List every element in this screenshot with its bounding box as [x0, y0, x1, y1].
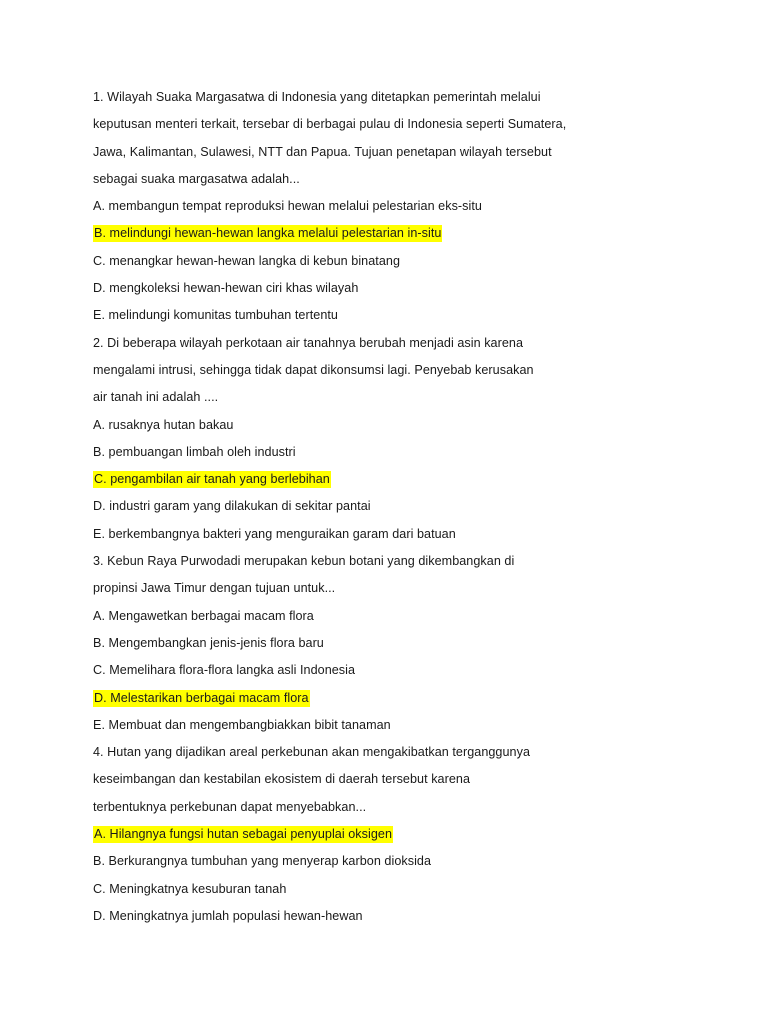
answer-option: [93, 876, 733, 903]
answer-option: [93, 248, 733, 275]
option-text: D. Meningkatnya jumlah populasi hewan-hewan: [93, 908, 363, 923]
answer-option: [93, 412, 733, 439]
question-stem-line: Jawa, Kalimantan, Sulawesi, NTT dan Papua. Tujuan penetapan wilayah tersebut: [93, 144, 552, 159]
option-text-highlighted: D. Melestarikan berbagai macam flora: [94, 690, 309, 705]
question-1: [93, 84, 733, 330]
answer-option: [93, 630, 733, 657]
option-text: E. berkembangnya bakteri yang menguraikan garam dari batuan: [93, 526, 456, 541]
question-3: [93, 548, 733, 739]
option-text: A. rusaknya hutan bakau: [93, 417, 234, 432]
document-page: [93, 84, 733, 930]
answer-option: [93, 521, 733, 548]
option-text: C. Meningkatnya kesuburan tanah: [93, 881, 287, 896]
question-stem-line: air tanah ini adalah ....: [93, 390, 219, 405]
option-text: D. mengkoleksi hewan-hewan ciri khas wilayah: [93, 281, 359, 296]
question-stem-line: 3. Kebun Raya Purwodadi merupakan kebun botani yang dikembangkan di: [93, 554, 515, 569]
option-text: C. Memelihara flora-flora langka asli Indonesia: [93, 663, 356, 678]
answer-option: [93, 275, 733, 302]
answer-option: [93, 302, 733, 329]
option-text: E. Membuat dan mengembangbiakkan bibit tanaman: [93, 717, 391, 732]
answer-option: [93, 712, 733, 739]
answer-option: [93, 439, 733, 466]
answer-option: [93, 903, 733, 930]
option-text: D. industri garam yang dilakukan di sekitar pantai: [93, 499, 371, 514]
answer-option-highlighted: [93, 685, 733, 712]
option-text: B. pembuangan limbah oleh industri: [93, 444, 296, 459]
answer-option: [93, 603, 733, 630]
option-text: E. melindungi komunitas tumbuhan tertentu: [93, 308, 338, 323]
question-stem-line: 2. Di beberapa wilayah perkotaan air tanahnya berubah menjadi asin karena: [93, 335, 524, 350]
option-text: A. Mengawetkan berbagai macam flora: [93, 608, 314, 623]
question-stem-line: terbentuknya perkebunan dapat menyebabkan...: [93, 799, 367, 814]
answer-option: [93, 493, 733, 520]
question-stem-line: propinsi Jawa Timur dengan tujuan untuk...: [93, 581, 336, 596]
answer-option-highlighted: [93, 220, 733, 247]
option-text: B. Mengembangkan jenis-jenis flora baru: [93, 635, 324, 650]
option-text: A. membangun tempat reproduksi hewan melalui pelestarian eks-situ: [93, 199, 482, 214]
answer-option: [93, 193, 733, 220]
answer-option: [93, 657, 733, 684]
answer-option-highlighted: [93, 466, 733, 493]
answer-option-highlighted: [93, 821, 733, 848]
option-text-highlighted: B. melindungi hewan-hewan langka melalui pelestarian in-situ: [94, 226, 442, 241]
question-stem-line: 1. Wilayah Suaka Margasatwa di Indonesia yang ditetapkan pemerintah melalui: [93, 90, 541, 104]
question-stem-line: 4. Hutan yang dijadikan areal perkebunan akan mengakibatkan terganggunya: [93, 745, 530, 760]
question-stem-line: sebagai suaka margasatwa adalah...: [93, 171, 300, 186]
answer-option: [93, 848, 733, 875]
question-stem-line: mengalami intrusi, sehingga tidak dapat dikonsumsi lagi. Penyebab kerusakan: [93, 362, 534, 377]
question-2: [93, 330, 733, 548]
question-stem-line: keputusan menteri terkait, tersebar di berbagai pulau di Indonesia seperti Sumatera,: [93, 117, 567, 132]
question-stem-line: keseimbangan dan kestabilan ekosistem di daerah tersebut karena: [93, 772, 470, 787]
option-text-highlighted: A. Hilangnya fungsi hutan sebagai penyuplai oksigen: [94, 827, 393, 842]
option-text: C. menangkar hewan-hewan langka di kebun binatang: [93, 253, 401, 268]
option-text-highlighted: C. pengambilan air tanah yang berlebihan: [94, 472, 330, 487]
question-4: [93, 739, 733, 930]
option-text: B. Berkurangnya tumbuhan yang menyerap karbon dioksida: [93, 854, 432, 869]
